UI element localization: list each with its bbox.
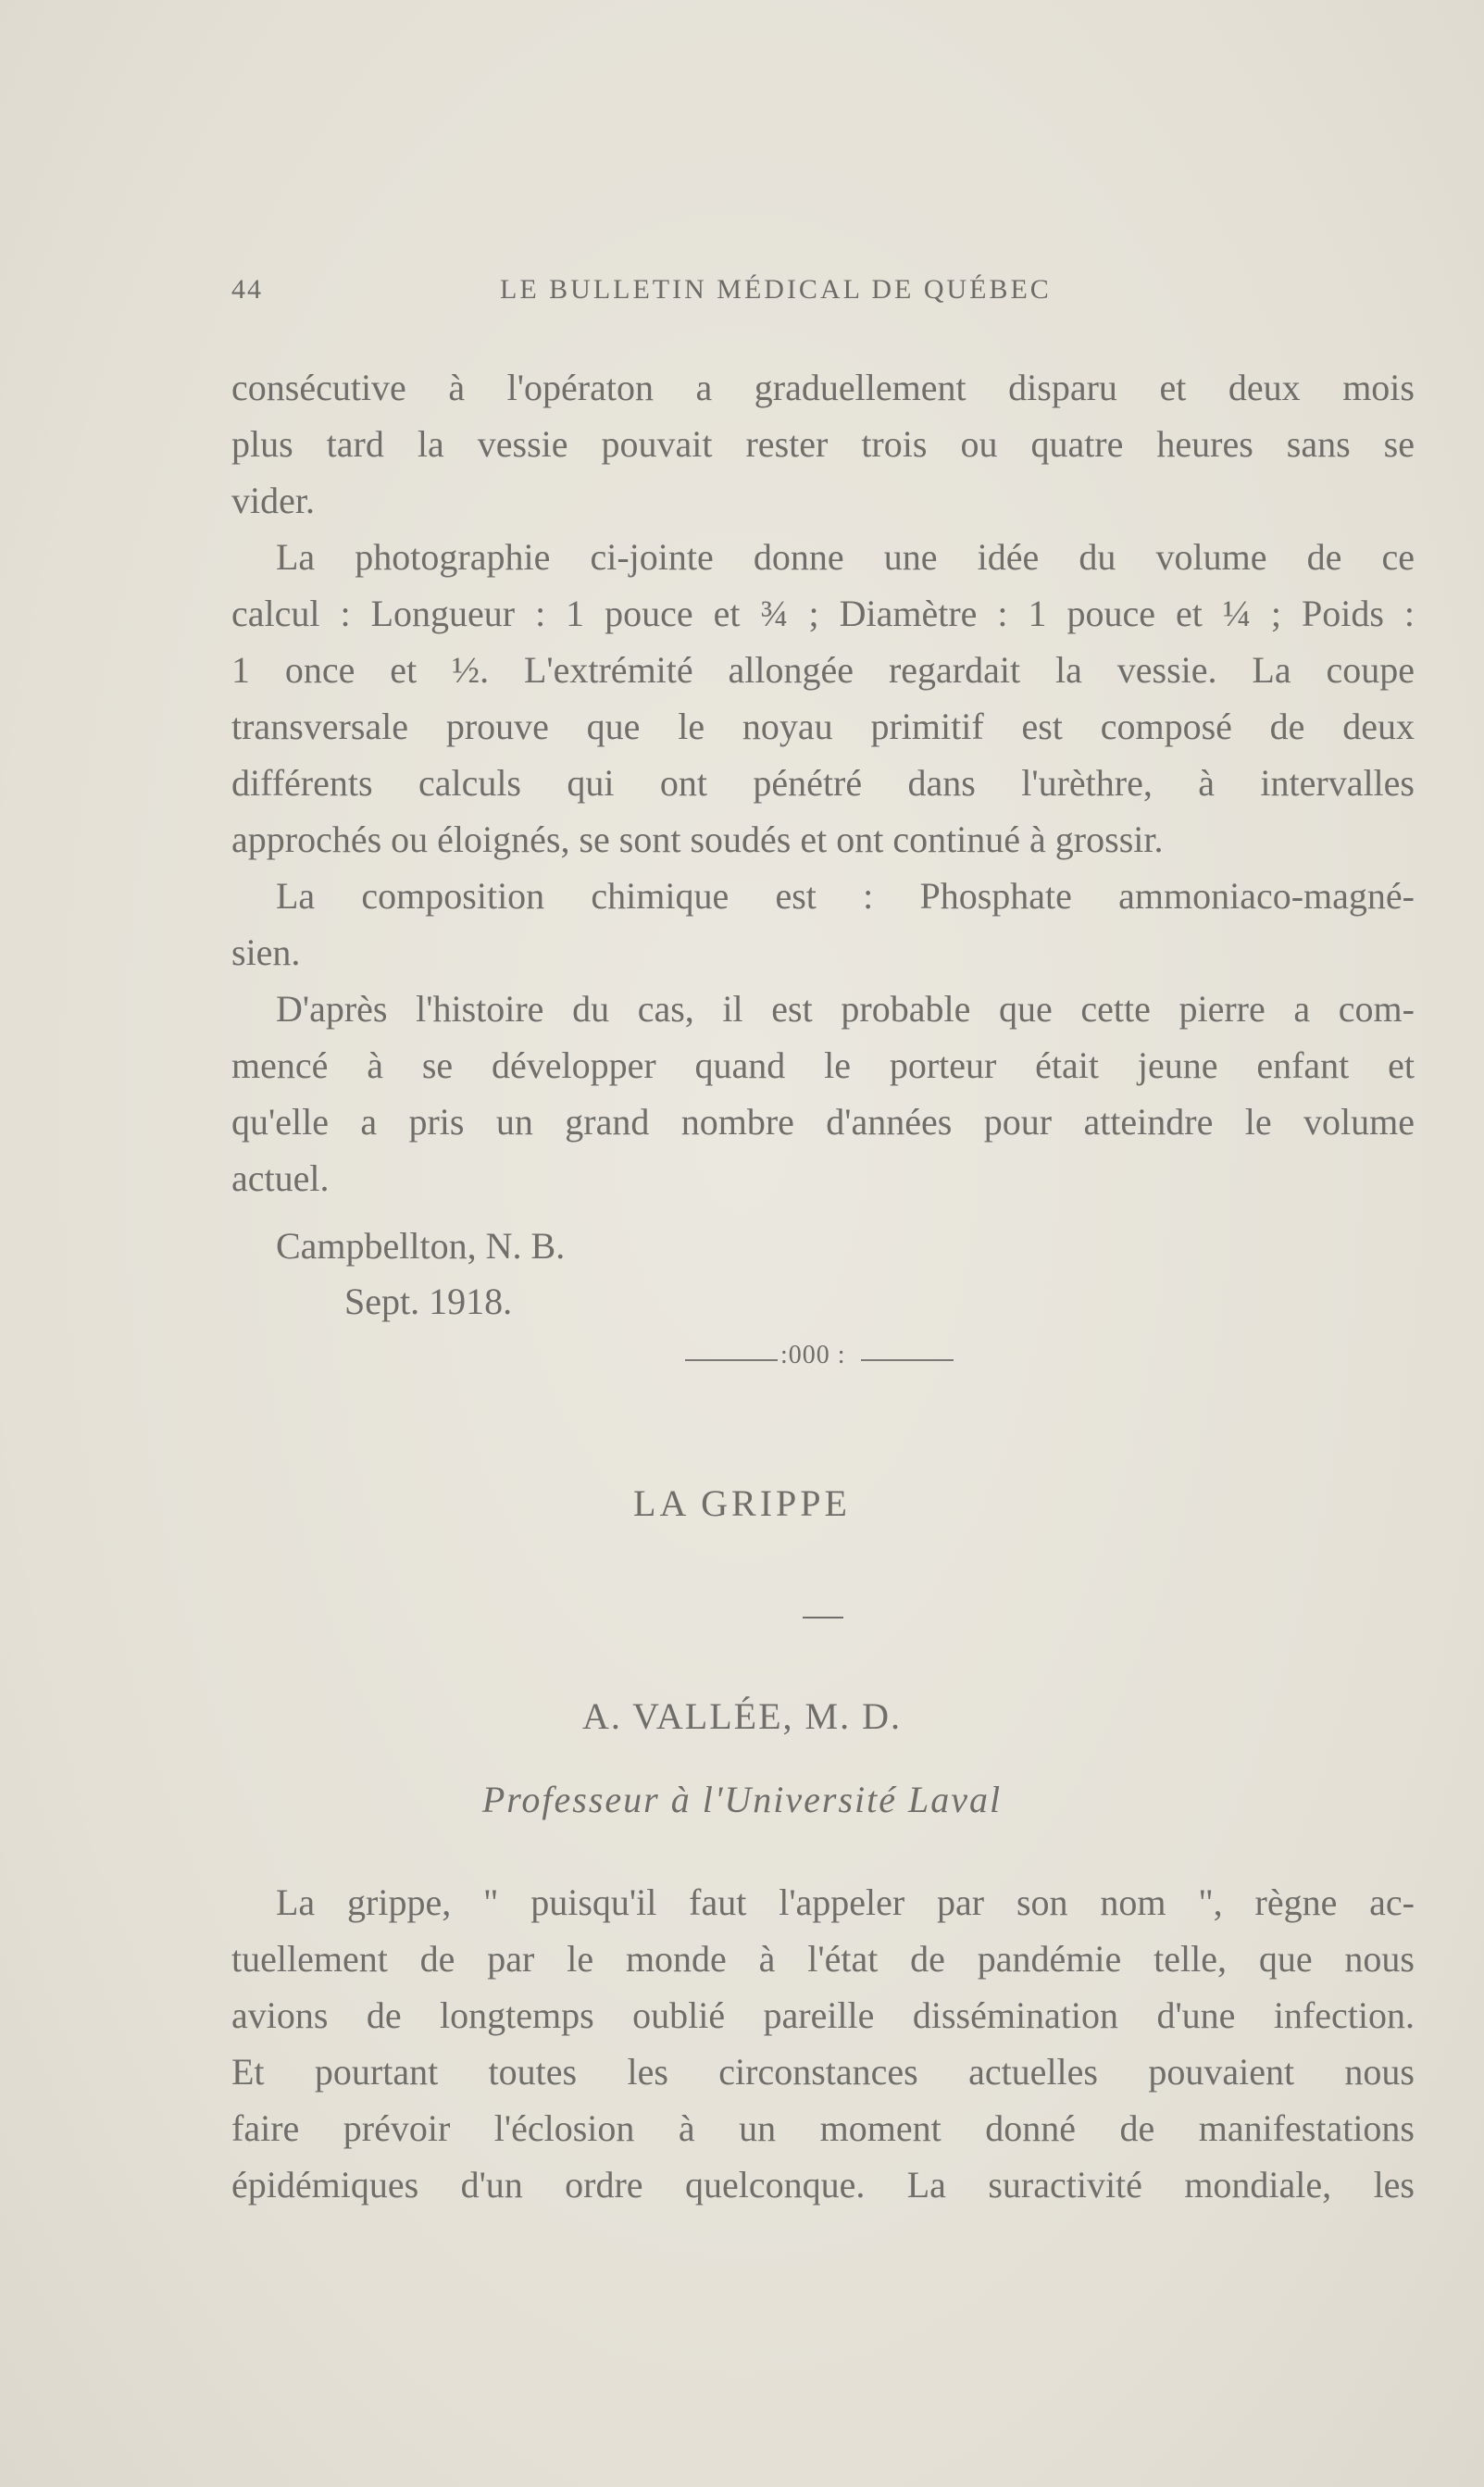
article-author: A. VALLÉE, M. D. [582, 1695, 902, 1737]
text-line: D'après l'histoire du cas, il est probable que cette pierre a com- [276, 988, 1415, 1030]
text-line: sien. [231, 931, 301, 973]
text-line: épidémiques d'un ordre quelconque. La suractivité mondiale, les [231, 2164, 1415, 2206]
text-line: avions de longtemps oublié pareille dissémination d'une infection. [231, 1994, 1415, 2036]
article-text [231, 1874, 1415, 2213]
text-line: consécutive à l'opératon a graduellement disparu et deux mois [231, 367, 1415, 408]
text-line: qu'elle a pris un grand nombre d'années pour atteindre le volume [231, 1101, 1415, 1143]
text-line: mencé à se développer quand le porteur était jeune enfant et [231, 1044, 1415, 1086]
running-title: LE BULLETIN MÉDICAL DE QUÉBEC [500, 274, 1052, 305]
text-line: différents calculs qui ont pénétré dans l'urèthre, à intervalles [231, 762, 1415, 804]
text-line: tuellement de par le monde à l'état de pandémie telle, que nous [231, 1938, 1415, 1980]
text-line: vider. [231, 480, 315, 521]
page-number: 44 [231, 274, 263, 305]
text-line: transversale prouve que le noyau primitif est composé de deux [231, 706, 1415, 747]
text-line: approchés ou éloignés, se sont soudés et ont continué à grossir. [231, 819, 1164, 860]
signature-place: Campbellton, N. B. [276, 1225, 566, 1267]
separator-line-right [861, 1359, 954, 1361]
section-separator [685, 1341, 963, 1378]
text-line: actuel. [231, 1157, 330, 1199]
text-line: La composition chimique est : Phosphate ammoniaco-magné- [276, 875, 1415, 917]
page-header [231, 274, 1231, 315]
author-affiliation: Professeur à l'Université Laval [481, 1779, 1003, 1820]
previous-article-text [231, 359, 1415, 1206]
text-line: plus tard la vessie pouvait rester trois ou quatre heures sans se [231, 423, 1415, 465]
text-line: La grippe, " puisqu'il faut l'appeler par son nom ", règne ac- [276, 1881, 1415, 1923]
text-line: 1 once et ½. L'extrémité allongée regardait la vessie. La coupe [231, 649, 1415, 691]
text-line: Et pourtant toutes les circonstances actuelles pouvaient nous [231, 2051, 1415, 2093]
separator-text: :000 : [780, 1341, 846, 1369]
signature-date: Sept. 1918. [344, 1281, 513, 1322]
title-rule [803, 1617, 843, 1618]
article-title: LA GRIPPE [633, 1482, 851, 1524]
text-line: calcul : Longueur : 1 pouce et ¾ ; Diamètre : 1 pouce et ¼ ; Poids : [231, 593, 1415, 634]
text-line: faire prévoir l'éclosion à un moment donné de manifestations [231, 2107, 1415, 2149]
separator-line-left [685, 1359, 778, 1361]
text-line: La photographie ci-jointe donne une idée du volume de ce [276, 536, 1415, 578]
